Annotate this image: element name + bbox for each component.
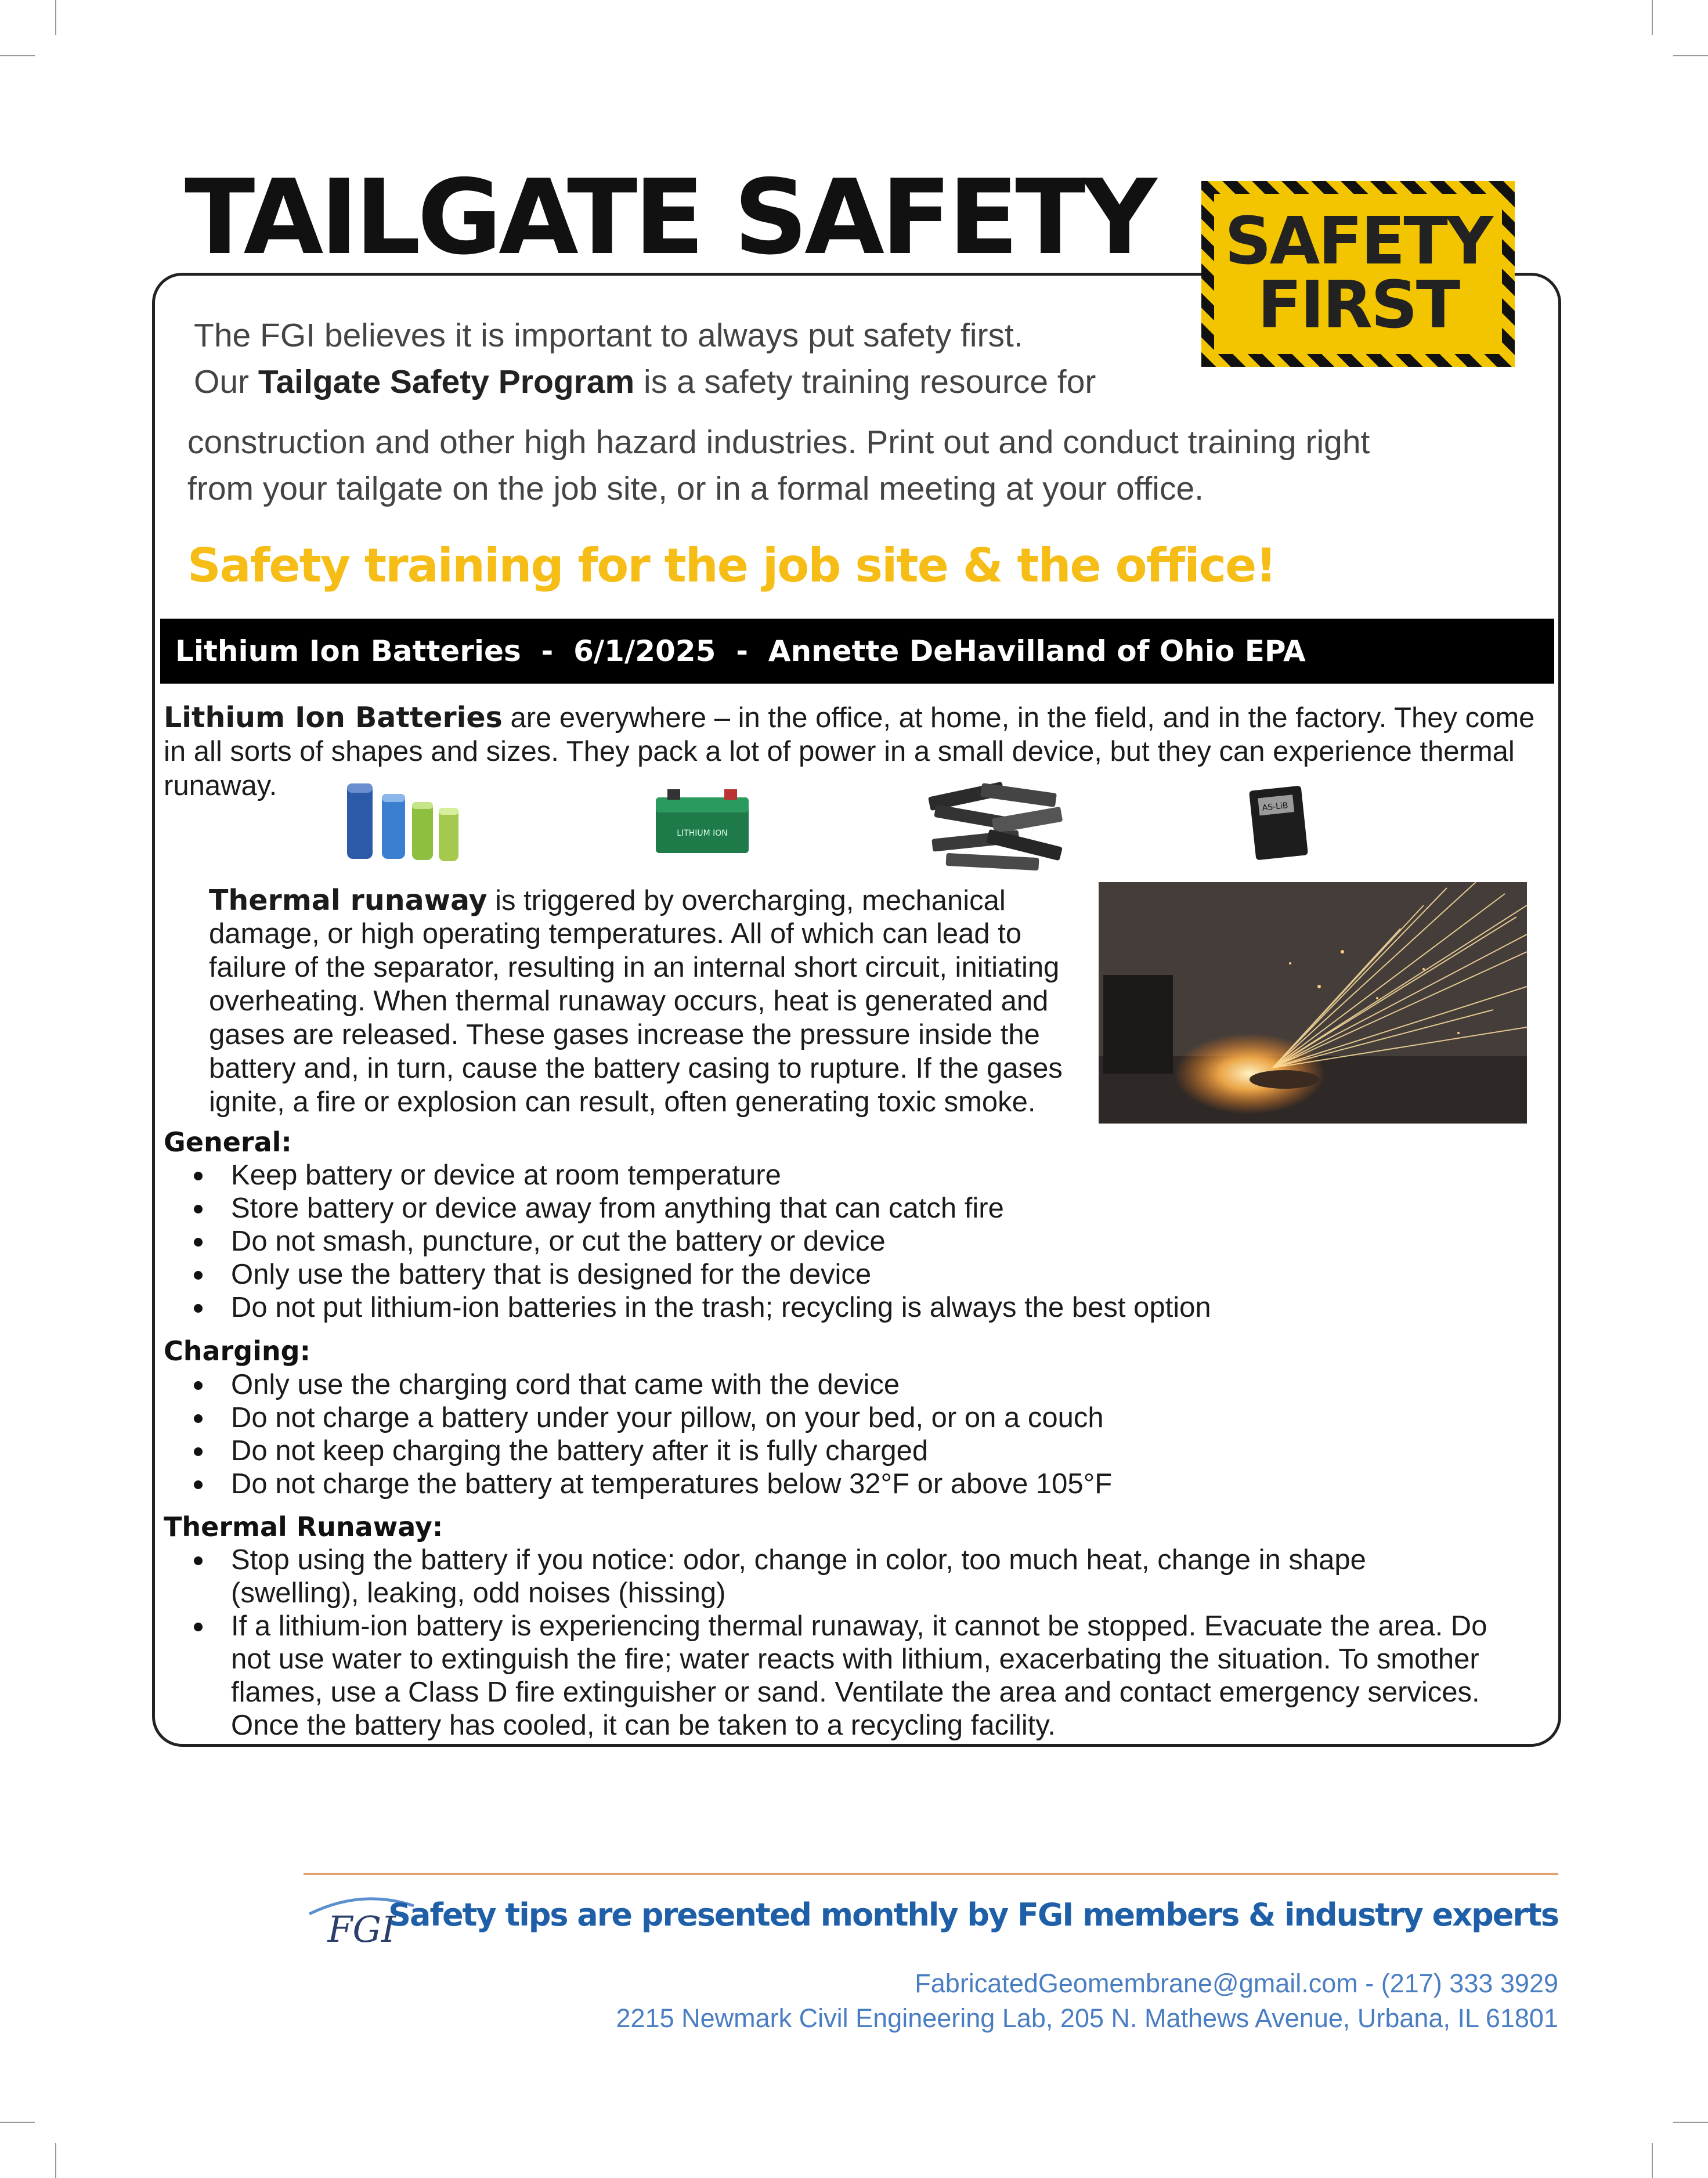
list-item-line: (swelling), leaking, odd noises (hissing): [231, 1577, 726, 1609]
intro-line-1: [194, 312, 1023, 359]
battery-pack-label: LITHIUM ION: [677, 829, 728, 838]
intro-line-4: [187, 465, 1204, 512]
thermal-line-2: damage, or high operating temperatures. All of which can lead to: [209, 918, 1022, 949]
section-heading-charging: Charging:: [164, 1335, 310, 1367]
footer-divider: [304, 1873, 1558, 1875]
list-item-line: Once the battery has cooled, it can be taken to a recycling facility.: [231, 1710, 1056, 1741]
intro-text: is a safety training resource for: [634, 363, 1096, 400]
tagline: Safety training for the job site & the office!: [187, 539, 1276, 593]
lead-text: runaway.: [164, 770, 277, 801]
thermal-line-6: battery and, in turn, cause the battery casing to rupture. If the gases: [209, 1053, 1063, 1084]
safety-first-sign: [1201, 181, 1515, 367]
crop-mark: [55, 2143, 56, 2178]
thermal-runaway-list: [186, 1544, 1487, 1742]
crop-mark: [1652, 2143, 1653, 2178]
sign-line-1: SAFETY: [1225, 204, 1492, 280]
topic-separator: -: [521, 634, 574, 668]
footer-address: 2215 Newmark Civil Engineering Lab, 205 N. Mathews Avenue, Urbana, IL 61801: [616, 2003, 1558, 2033]
list-item-line: Stop using the battery if you notice: odor, change in color, too much heat, change in shape: [231, 1544, 1366, 1576]
topic-bar: [160, 619, 1554, 684]
lead-line-2: [164, 735, 1515, 768]
list-item: [186, 1544, 1487, 1610]
crop-mark: [0, 2122, 35, 2123]
thermal-runaway-photo: [1099, 882, 1527, 1124]
crop-mark: [1673, 2122, 1708, 2123]
intro-line-3: [187, 419, 1370, 465]
intro-text: The FGI believes it is important to always put safety first.: [194, 317, 1023, 354]
lead-text: in all sorts of shapes and sizes. They pack a lot of power in a small device, but they can experience thermal: [164, 736, 1515, 767]
crop-mark: [1673, 55, 1708, 56]
thermal-line-7: ignite, a fire or explosion can result, often generating toxic smoke.: [209, 1086, 1036, 1118]
intro-text: Our: [194, 363, 258, 400]
sparks-drawing: [1099, 882, 1527, 1124]
intro-text: construction and other high hazard industries. Print out and conduct training right: [187, 424, 1370, 461]
list-item: Only use the battery that is designed for the device: [186, 1258, 1211, 1291]
section-heading-general: General:: [164, 1126, 292, 1158]
intro-line-2: [194, 359, 1096, 405]
thermal-line-1: [209, 884, 1006, 918]
program-name: Tailgate Safety Program: [258, 363, 635, 400]
sign-line-2: FIRST: [1257, 268, 1459, 343]
pouch-cell-label: AS-LiB: [1261, 801, 1289, 813]
footer-tagline: Safety tips are presented monthly by FGI members & industry experts: [388, 1897, 1558, 1933]
crop-mark: [55, 0, 56, 35]
list-item-line: If a lithium-ion battery is experiencing thermal runaway, it cannot be stopped. Evacuate the area. Do: [231, 1610, 1487, 1642]
cylindrical-cells-image: [342, 775, 476, 868]
thermal-line-3: failure of the separator, resulting in an internal short circuit, initiating: [209, 952, 1060, 983]
list-item-line: flames, use a Class D fire extinguisher or sand. Ventilate the area and contact emergency services.: [231, 1677, 1480, 1708]
battery-pack-image: [650, 782, 754, 858]
list-item: Keep battery or device at room temperature: [186, 1159, 1211, 1192]
lead-line-1: [164, 701, 1534, 735]
thermal-line-4: overheating. When thermal runaway occurs, heat is generated and: [209, 985, 1049, 1017]
list-item: Only use the charging cord that came with the device: [186, 1368, 1112, 1402]
list-item: Do not put lithium-ion batteries in the trash; recycling is always the best option: [186, 1291, 1211, 1324]
list-item: Do not smash, puncture, or cut the battery or device: [186, 1225, 1211, 1258]
safety-first-sign-face: [1214, 194, 1502, 354]
charging-list: [186, 1368, 1112, 1501]
topic-date: 6/1/2025: [573, 634, 716, 668]
topic-presenter: Annette DeHavilland of Ohio EPA: [768, 634, 1306, 668]
list-item: Do not charge a battery under your pillow, on your bed, or on a couch: [186, 1402, 1112, 1435]
list-item: Store battery or device away from anything that can catch fire: [186, 1192, 1211, 1225]
list-item: Do not charge the battery at temperatures below 32°F or above 105°F: [186, 1468, 1112, 1501]
section-heading-thermal-runaway: Thermal Runaway:: [164, 1511, 443, 1543]
general-list: [186, 1159, 1211, 1324]
topic-separator: -: [716, 634, 768, 668]
intro-text: from your tailgate on the job site, or in a formal meeting at your office.: [187, 470, 1204, 507]
topic-name: Lithium Ion Batteries: [175, 634, 521, 668]
pouch-cell-image: [1235, 776, 1322, 864]
lead-line-3: [164, 770, 277, 803]
laptop-batteries-image: [923, 778, 1074, 876]
thermal-line-5: gases are released. These gases increase the pressure inside the: [209, 1019, 1040, 1050]
list-item-line: not use water to extinguish the fire; water reacts with lithium, exacerbating the situation. To smother: [231, 1644, 1479, 1675]
crop-mark: [0, 55, 35, 56]
page-title: TAILGATE SAFETY: [185, 157, 1154, 277]
fgi-logo-text: FGI: [327, 1908, 396, 1951]
lead-text: are everywhere – in the office, at home, in the field, and in the factory. They come: [502, 702, 1535, 734]
lead-bold: Lithium Ion Batteries: [164, 701, 503, 734]
crop-mark: [1652, 0, 1653, 35]
thermal-bold: Thermal runaway: [209, 884, 488, 917]
list-item: Do not keep charging the battery after it is fully charged: [186, 1435, 1112, 1468]
thermal-text: is triggered by overcharging, mechanical: [487, 885, 1006, 916]
footer-contact: FabricatedGeomembrane@gmail.com - (217) 333 3929: [915, 1968, 1558, 1998]
list-item: [186, 1610, 1487, 1742]
